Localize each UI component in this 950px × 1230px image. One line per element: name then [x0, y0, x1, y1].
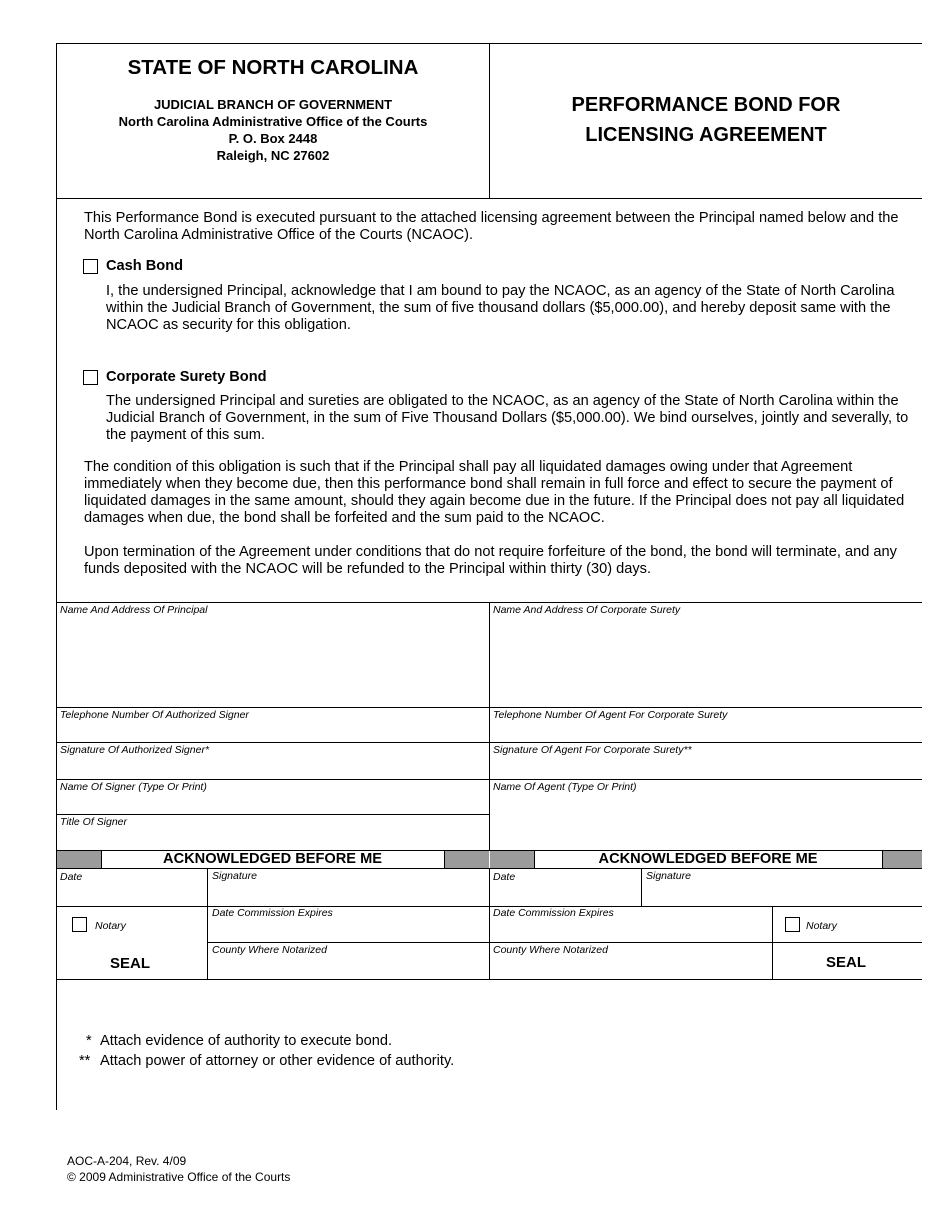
- left-date-field[interactable]: Date: [60, 871, 83, 883]
- principal-phone-field[interactable]: Telephone Number Of Authorized Signer: [60, 709, 249, 721]
- grid-divider: [489, 602, 490, 850]
- ack-bar-shade: [490, 851, 534, 868]
- grid-line: [56, 979, 922, 980]
- address-line: P. O. Box 2448: [228, 131, 318, 146]
- surety-signature-field[interactable]: Signature Of Agent For Corporate Surety**: [493, 744, 692, 756]
- principal-signature-field[interactable]: Signature Of Authorized Signer*: [60, 744, 210, 756]
- ack-bar-edge: [882, 851, 883, 868]
- agency-address: [57, 96, 489, 164]
- condition-paragraph: The condition of this obligation is such that if the Principal shall pay all liquidated damages owing under that Agreement immediately when they become due, then this performance bond shall remain in full force and effect to secure the payment of liquidated damages in the same amount, should they again become due in the future. If the Principal does not pay all liquidated damages when due, the bond shall be forfeited and the sum paid to the NCAOC.: [84, 459, 905, 526]
- grid-line: [207, 942, 922, 943]
- signer-title-field[interactable]: Title Of Signer: [60, 816, 128, 828]
- ack-bar-shade: [57, 851, 101, 868]
- grid-line: [56, 906, 922, 907]
- note-text: Attach evidence of authority to execute bond.: [100, 1033, 393, 1049]
- note-mark: *: [86, 1033, 92, 1049]
- grid-divider: [641, 868, 642, 906]
- copyright: © 2009 Administrative Office of the Courts: [67, 1170, 291, 1184]
- ack-bar-shade: [882, 851, 922, 868]
- note-text: Attach power of attorney or other evidence of authority.: [100, 1053, 455, 1069]
- form-number: AOC-A-204, Rev. 4/09: [67, 1154, 187, 1168]
- grid-divider: [489, 868, 490, 979]
- grid-divider: [207, 868, 208, 979]
- surety-bond-text: The undersigned Principal and sureties are obligated to the NCAOC, as an agency of the State of North Carolina within the Judicial Branch of Government, in the sum of Five Thousand Dollars ($5,000.00). We bind ourselves, jointly and severally, to the payment of this sum.: [106, 393, 909, 443]
- address-line: JUDICIAL BRANCH OF GOVERNMENT: [153, 97, 393, 112]
- right-date-field[interactable]: Date: [493, 871, 516, 883]
- address-line: Raleigh, NC 27602: [216, 148, 330, 163]
- header-bottom-border: [56, 198, 922, 199]
- intro-paragraph: This Performance Bond is executed pursuant to the attached licensing agreement between the Principal named below and the North Carolina Administrative Office of the Courts (NCAOC).: [84, 210, 899, 243]
- grid-line: [56, 814, 489, 815]
- right-commission-field[interactable]: Date Commission Expires: [493, 907, 614, 919]
- grid-divider: [772, 906, 773, 979]
- ack-bar-shade: [444, 851, 489, 868]
- left-county-field[interactable]: County Where Notarized: [212, 944, 327, 956]
- ack-heading-left: ACKNOWLEDGED BEFORE ME: [163, 851, 382, 867]
- form-title-line: LICENSING AGREEMENT: [585, 124, 827, 146]
- surety-bond-checkbox[interactable]: [83, 370, 98, 385]
- agent-name-field[interactable]: Name Of Agent (Type Or Print): [493, 781, 637, 793]
- right-notary-signature-field[interactable]: Signature: [646, 870, 691, 882]
- address-line: North Carolina Administrative Office of the Courts: [118, 114, 428, 129]
- form-title-line: PERFORMANCE BOND FOR: [571, 94, 841, 116]
- termination-paragraph: Upon termination of the Agreement under conditions that do not require forfeiture of the bond, the bond will terminate, and any funds deposited with the NCAOC will be refunded to the Principal within thirty (30) days.: [84, 544, 897, 577]
- ack-bar-edge: [444, 851, 445, 868]
- state-heading: STATE OF NORTH CAROLINA: [127, 56, 419, 79]
- surety-phone-field[interactable]: Telephone Number Of Agent For Corporate Surety: [493, 709, 728, 721]
- cash-bond-checkbox[interactable]: [83, 259, 98, 274]
- left-commission-field[interactable]: Date Commission Expires: [212, 907, 333, 919]
- signer-name-field[interactable]: Name Of Signer (Type Or Print): [60, 781, 207, 793]
- right-county-field[interactable]: County Where Notarized: [493, 944, 608, 956]
- right-notary-checkbox[interactable]: [785, 917, 800, 932]
- surety-name-field[interactable]: Name And Address Of Corporate Surety: [493, 604, 681, 616]
- left-notary-checkbox[interactable]: [72, 917, 87, 932]
- grid-line: [56, 779, 922, 780]
- left-border: [56, 43, 57, 1110]
- cash-bond-text: I, the undersigned Principal, acknowledge that I am bound to pay the NCAOC, as an agency of the State of North Carolina within the Judicial Branch of Government, the sum of five thousand dollars ($5,000.00), and hereby deposit same with the NCAOC as security for this obligation.: [106, 283, 895, 333]
- right-notary-label: Notary: [806, 920, 837, 932]
- ack-heading-right: ACKNOWLEDGED BEFORE ME: [598, 851, 818, 867]
- left-notary-label: Notary: [95, 920, 126, 932]
- surety-bond-label: Corporate Surety Bond: [106, 369, 267, 385]
- left-notary-signature-field[interactable]: Signature: [212, 870, 257, 882]
- principal-name-field[interactable]: Name And Address Of Principal: [60, 604, 208, 616]
- right-seal: SEAL: [826, 954, 867, 971]
- cash-bond-label: Cash Bond: [106, 258, 184, 274]
- grid-line: [56, 742, 922, 743]
- grid-line: [56, 707, 922, 708]
- left-seal: SEAL: [110, 955, 151, 972]
- form-title: [490, 90, 922, 150]
- note-mark: **: [79, 1053, 91, 1069]
